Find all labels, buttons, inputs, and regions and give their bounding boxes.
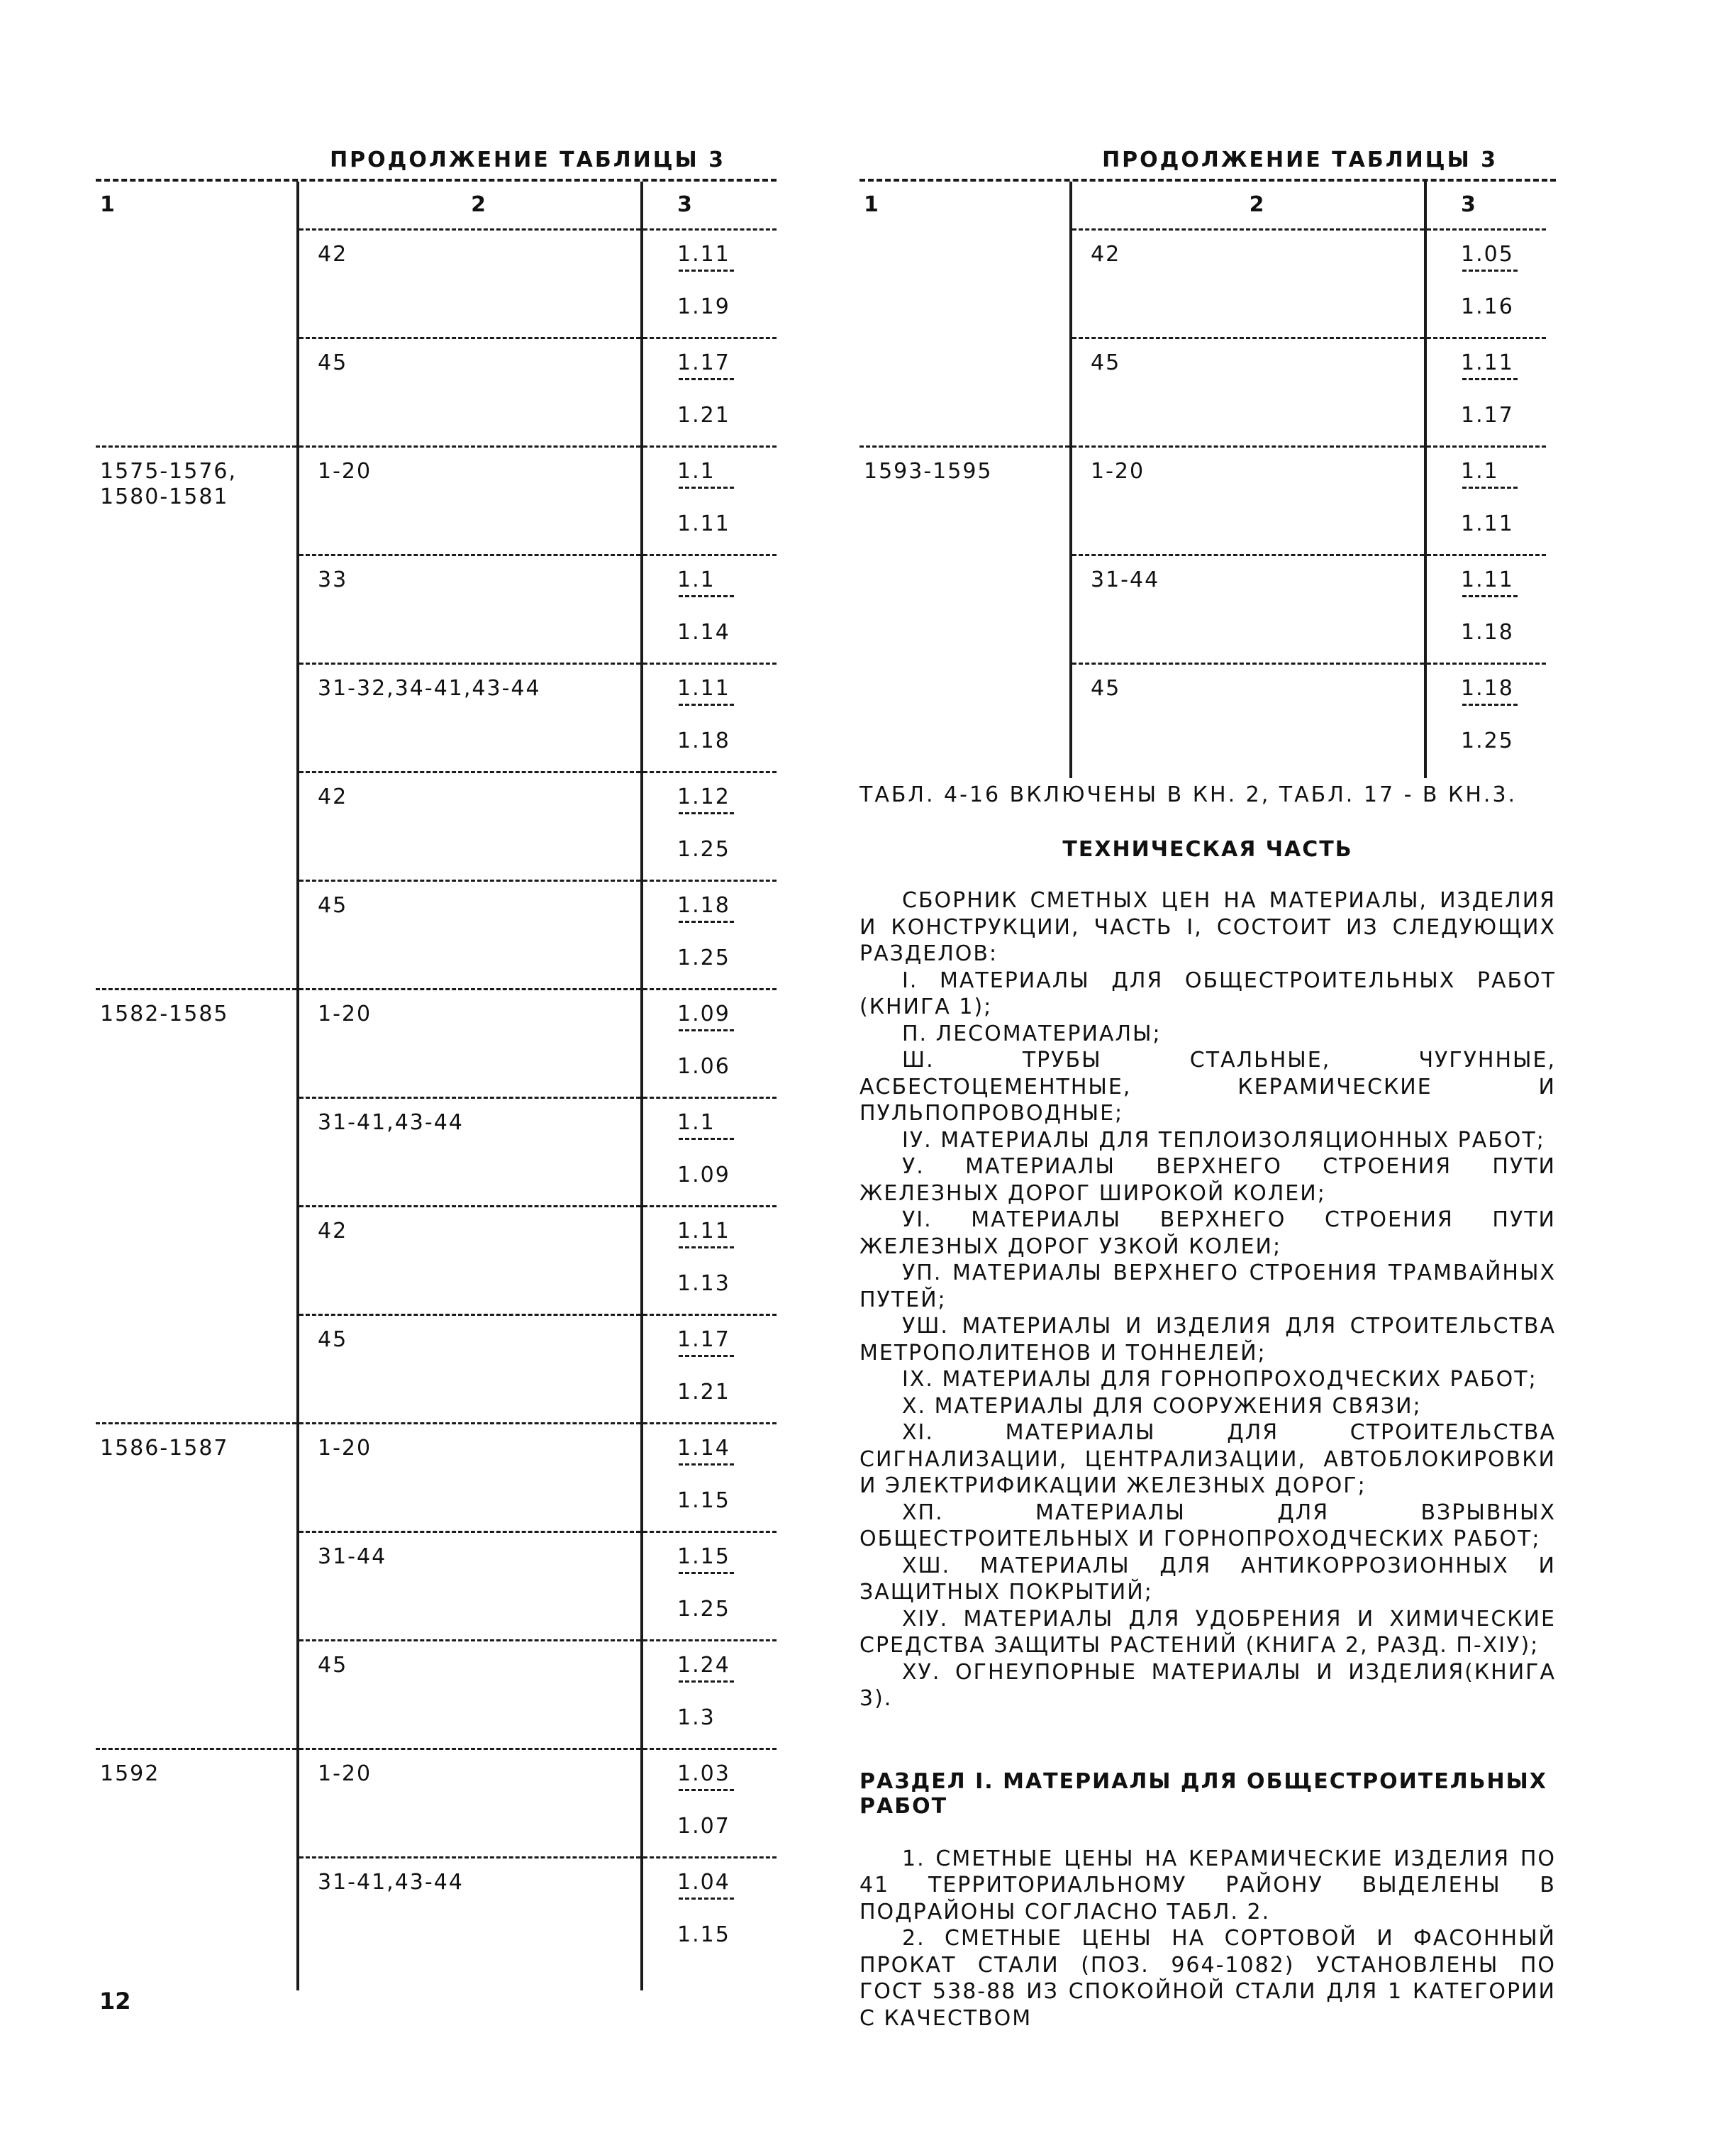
paragraph: XI. МАТЕРИАЛЫ ДЛЯ СТРОИТЕЛЬСТВА СИГНАЛИЗАЦИИ, ЦЕНТРАЛИЗАЦИИ, АВТОБЛОКИРОВКИ И ЭЛЕКТРИФИКАЦИИ ЖЕЛЕЗНЫХ ДОРОГ; xyxy=(859,1420,1556,1498)
coefficient-fraction xyxy=(677,1870,734,1949)
table-header-row xyxy=(859,182,1546,230)
region-cell xyxy=(298,990,642,1098)
region-range: 33 xyxy=(318,567,348,592)
tables-note: ТАБЛ. 4-16 ВКЛЮЧЕНЫ В КН. 2, ТАБЛ. 17 - В КН.3. xyxy=(859,782,1518,807)
table-row xyxy=(96,990,777,1098)
position-range xyxy=(100,1858,296,1869)
region-cell xyxy=(1071,555,1425,664)
coefficient-fraction xyxy=(1461,459,1518,538)
coefficient-numerator: 1.1 xyxy=(677,567,716,592)
right-table-body xyxy=(859,182,1546,778)
fraction-bar xyxy=(679,1246,734,1248)
coefficient-cell xyxy=(642,1424,777,1532)
coefficient-cell xyxy=(1425,230,1546,338)
region-range: 42 xyxy=(318,785,348,809)
group-cell xyxy=(859,555,1071,664)
coefficient-fraction xyxy=(1461,242,1518,321)
table-row xyxy=(96,1858,777,1966)
table-tail-row xyxy=(859,771,1546,778)
coefficient-cell xyxy=(642,447,777,555)
coefficient-cell xyxy=(642,1098,777,1207)
page-number: 12 xyxy=(99,1988,131,2015)
group-cell xyxy=(96,1315,298,1424)
coefficient-denominator: 1.25 xyxy=(677,837,730,862)
table-row xyxy=(859,230,1546,338)
position-range: 1575-1576, 1580-1581 xyxy=(100,459,238,509)
coefficient-fraction xyxy=(1461,350,1518,430)
coefficient-denominator: 1.16 xyxy=(1461,294,1514,319)
coefficient-fraction xyxy=(1461,676,1518,755)
fraction-bar xyxy=(679,704,734,706)
fraction-bar xyxy=(679,487,734,489)
position-range: 1592 xyxy=(100,1761,160,1786)
technical-part-heading: ТЕХНИЧЕСКАЯ ЧАСТЬ xyxy=(1062,837,1353,862)
group-cell xyxy=(96,664,298,772)
left-column xyxy=(96,142,777,1990)
table-row xyxy=(96,230,777,338)
region-cell xyxy=(298,230,642,338)
position-range xyxy=(864,338,1069,350)
coefficient-denominator: 1.15 xyxy=(677,1488,730,1513)
table-row xyxy=(96,1641,777,1749)
region-cell xyxy=(298,338,642,447)
group-cell xyxy=(859,230,1071,338)
left-table xyxy=(96,182,777,1990)
region-range: 1-20 xyxy=(318,1002,372,1026)
region-range: 42 xyxy=(318,242,348,267)
technical-part-text xyxy=(859,887,1556,1712)
header-col-2: 2 xyxy=(1071,182,1425,230)
right-column xyxy=(859,142,1556,2032)
table-row xyxy=(96,1749,777,1858)
coefficient-denominator: 1.17 xyxy=(1461,403,1514,428)
coefficient-denominator: 1.25 xyxy=(1461,729,1514,753)
header-col-2: 2 xyxy=(298,182,642,230)
coefficient-numerator: 1.18 xyxy=(677,893,730,918)
region-cell xyxy=(298,881,642,990)
region-cell xyxy=(1071,338,1425,447)
position-range: 1586-1587 xyxy=(100,1436,229,1461)
coefficient-cell xyxy=(1425,447,1546,555)
coefficient-cell xyxy=(642,990,777,1098)
fraction-bar xyxy=(679,1463,734,1466)
coefficient-denominator: 1.21 xyxy=(677,1380,730,1405)
fraction-bar xyxy=(1462,595,1518,597)
coefficient-fraction xyxy=(677,350,734,430)
fraction-bar xyxy=(1462,704,1518,706)
region-cell xyxy=(298,1532,642,1641)
region-cell xyxy=(298,1424,642,1532)
paragraph: Ш. ТРУБЫ СТАЛЬНЫЕ, ЧУГУННЫЕ, АСБЕСТОЦЕМЕНТНЫЕ, КЕРАМИЧЕСКИЕ И ПУЛЬПОПРОВОДНЫЕ; xyxy=(859,1048,1556,1126)
group-cell xyxy=(96,990,298,1098)
fraction-bar xyxy=(679,1572,734,1574)
coefficient-denominator: 1.15 xyxy=(677,1922,730,1947)
coefficient-denominator: 1.19 xyxy=(677,294,730,319)
group-cell xyxy=(96,772,298,881)
coefficient-fraction xyxy=(1461,567,1518,647)
right-table xyxy=(859,182,1546,778)
table-tail-row xyxy=(96,1965,777,1990)
group-cell xyxy=(96,230,298,338)
coefficient-fraction xyxy=(677,1436,734,1515)
region-range: 31-44 xyxy=(318,1544,387,1569)
position-range xyxy=(100,1641,296,1652)
paragraph: IУ. МАТЕРИАЛЫ ДЛЯ ТЕПЛОИЗОЛЯЦИОННЫХ РАБОТ; xyxy=(902,1127,1545,1153)
region-cell xyxy=(1071,664,1425,772)
paragraph: 2. СМЕТНЫЕ ЦЕНЫ НА СОРТОВОЙ И ФАСОННЫЙ ПРОКАТ СТАЛИ (ПОЗ. 964-1082) УСТАНОВЛЕНЫ ПО ГОСТ 538-88 ИЗ СПОКОЙНОЙ СТАЛИ ДЛЯ 1 КАТЕГОРИИ С КАЧЕСТВОМ xyxy=(859,1926,1556,2031)
group-cell xyxy=(859,338,1071,447)
section-text xyxy=(859,1846,1556,2032)
coefficient-cell xyxy=(1425,664,1546,772)
position-range xyxy=(100,664,296,675)
position-range xyxy=(864,230,1069,241)
group-cell xyxy=(859,447,1071,555)
coefficient-numerator: 1.05 xyxy=(1461,242,1514,267)
group-cell xyxy=(96,1641,298,1749)
coefficient-cell xyxy=(642,230,777,338)
fraction-bar xyxy=(679,812,734,814)
fraction-bar xyxy=(679,1138,734,1140)
table-row xyxy=(859,664,1546,772)
table-row xyxy=(96,555,777,664)
paragraph: XШ. МАТЕРИАЛЫ ДЛЯ АНТИКОРРОЗИОННЫХ И ЗАЩИТНЫХ ПОКРЫТИЙ; xyxy=(859,1553,1556,1605)
table-header-row xyxy=(96,182,777,230)
region-cell xyxy=(298,1098,642,1207)
region-range: 42 xyxy=(318,1219,348,1243)
coefficient-cell xyxy=(642,1749,777,1858)
coefficient-numerator: 1.24 xyxy=(677,1653,730,1678)
coefficient-fraction xyxy=(677,1110,734,1190)
group-cell xyxy=(96,1749,298,1858)
coefficient-fraction xyxy=(677,1219,734,1298)
coefficient-denominator: 1.14 xyxy=(677,620,730,645)
coefficient-denominator: 1.09 xyxy=(677,1163,730,1187)
paragraph: XУ. ОГНЕУПОРНЫЕ МАТЕРИАЛЫ И ИЗДЕЛИЯ(КНИГА 3). xyxy=(859,1659,1556,1711)
header-col-3: 3 xyxy=(1425,182,1546,230)
coefficient-fraction xyxy=(677,1653,734,1732)
fraction-bar xyxy=(679,921,734,923)
coefficient-denominator: 1.21 xyxy=(677,403,730,428)
region-range: 42 xyxy=(1091,242,1121,267)
coefficient-fraction xyxy=(677,1327,734,1407)
paragraph: П. ЛЕСОМАТЕРИАЛЫ; xyxy=(902,1021,1162,1046)
table-row xyxy=(96,664,777,772)
region-range: 45 xyxy=(318,350,348,375)
position-range xyxy=(100,338,296,350)
region-cell xyxy=(298,447,642,555)
position-range xyxy=(100,881,296,892)
position-range xyxy=(100,1098,296,1109)
position-range xyxy=(864,555,1069,567)
tail-cell xyxy=(298,1965,642,1990)
coefficient-cell xyxy=(642,555,777,664)
coefficient-cell xyxy=(1425,338,1546,447)
coefficient-denominator: 1.18 xyxy=(677,729,730,753)
coefficient-fraction xyxy=(677,459,734,538)
coefficient-cell xyxy=(642,664,777,772)
position-range xyxy=(864,664,1069,675)
region-range: 45 xyxy=(318,1653,348,1678)
position-range xyxy=(100,230,296,241)
position-range: 1593-1595 xyxy=(864,459,993,484)
group-cell xyxy=(96,1532,298,1641)
group-cell xyxy=(96,881,298,990)
paragraph: I. МАТЕРИАЛЫ ДЛЯ ОБЩЕСТРОИТЕЛЬНЫХ РАБОТ (КНИГА 1); xyxy=(859,968,1556,1019)
coefficient-cell xyxy=(1425,555,1546,664)
region-range: 45 xyxy=(318,893,348,918)
tail-cell xyxy=(1425,771,1546,778)
paragraph: УП. МАТЕРИАЛЫ ВЕРХНЕГО СТРОЕНИЯ ТРАМВАЙНЫХ ПУТЕЙ; xyxy=(859,1261,1556,1312)
position-range xyxy=(100,1315,296,1326)
coefficient-numerator: 1.11 xyxy=(1461,567,1514,592)
coefficient-denominator: 1.06 xyxy=(677,1054,730,1079)
paragraph: IX. МАТЕРИАЛЫ ДЛЯ ГОРНОПРОХОДЧЕСКИХ РАБОТ; xyxy=(902,1367,1537,1392)
coefficient-numerator: 1.1 xyxy=(677,459,716,484)
fraction-bar xyxy=(679,1898,734,1900)
coefficient-denominator: 1.07 xyxy=(677,1814,730,1839)
fraction-bar xyxy=(1462,270,1518,272)
group-cell xyxy=(96,338,298,447)
coefficient-numerator: 1.09 xyxy=(677,1002,730,1026)
coefficient-fraction xyxy=(677,676,734,755)
coefficient-numerator: 1.18 xyxy=(1461,676,1514,701)
group-cell xyxy=(96,1424,298,1532)
coefficient-numerator: 1.17 xyxy=(677,350,730,375)
group-cell xyxy=(96,447,298,555)
region-range: 1-20 xyxy=(318,1761,372,1786)
coefficient-cell xyxy=(642,881,777,990)
region-range: 1-20 xyxy=(1091,459,1145,484)
coefficient-cell xyxy=(642,772,777,881)
tail-cell xyxy=(642,1965,777,1990)
header-col-1: 1 xyxy=(864,192,880,217)
coefficient-fraction xyxy=(677,567,734,647)
region-cell xyxy=(298,772,642,881)
coefficient-denominator: 1.11 xyxy=(1461,511,1514,536)
region-range: 45 xyxy=(1091,350,1121,375)
table-row xyxy=(96,338,777,447)
table-row xyxy=(96,1207,777,1315)
paragraph: УШ. МАТЕРИАЛЫ И ИЗДЕЛИЯ ДЛЯ СТРОИТЕЛЬСТВА МЕТРОПОЛИТЕНОВ И ТОННЕЛЕЙ; xyxy=(859,1314,1556,1365)
paragraph: У. МАТЕРИАЛЫ ВЕРХНЕГО СТРОЕНИЯ ПУТИ ЖЕЛЕЗНЫХ ДОРОГ ШИРОКОЙ КОЛЕИ; xyxy=(859,1154,1556,1206)
position-range xyxy=(100,555,296,567)
coefficient-numerator: 1.12 xyxy=(677,785,730,809)
position-range xyxy=(100,1532,296,1544)
fraction-bar xyxy=(679,1680,734,1683)
coefficient-cell xyxy=(642,1858,777,1966)
coefficient-fraction xyxy=(677,785,734,864)
fraction-bar xyxy=(679,1029,734,1031)
coefficient-cell xyxy=(642,1315,777,1424)
region-cell xyxy=(298,664,642,772)
group-cell xyxy=(96,555,298,664)
coefficient-fraction xyxy=(677,1544,734,1624)
tail-cell xyxy=(1071,771,1425,778)
table-row xyxy=(96,1315,777,1424)
paragraph: 1. СМЕТНЫЕ ЦЕНЫ НА КЕРАМИЧЕСКИЕ ИЗДЕЛИЯ ПО 41 ТЕРРИТОРИАЛЬНОМУ РАЙОНУ ВЫДЕЛЕНЫ В ПОДРАЙОНЫ СОГЛАСНО ТАБЛ. 2. xyxy=(859,1846,1556,1924)
coefficient-denominator: 1.3 xyxy=(677,1705,716,1730)
paragraph: УI. МАТЕРИАЛЫ ВЕРХНЕГО СТРОЕНИЯ ПУТИ ЖЕЛЕЗНЫХ ДОРОГ УЗКОЙ КОЛЕИ; xyxy=(859,1207,1556,1259)
group-cell xyxy=(96,1858,298,1966)
coefficient-fraction xyxy=(677,1761,734,1841)
coefficient-numerator: 1.11 xyxy=(677,242,730,267)
coefficient-fraction xyxy=(677,893,734,973)
tail-cell xyxy=(859,771,1071,778)
region-cell xyxy=(298,1749,642,1858)
region-cell xyxy=(298,1858,642,1966)
paragraph: XП. МАТЕРИАЛЫ ДЛЯ ВЗРЫВНЫХ ОБЩЕСТРОИТЕЛЬНЫХ И ГОРНОПРОХОДЧЕСКИХ РАБОТ; xyxy=(859,1500,1556,1551)
fraction-bar xyxy=(679,1355,734,1357)
group-cell xyxy=(859,664,1071,772)
region-range: 45 xyxy=(318,1327,348,1352)
section-heading: РАЗДЕЛ I. МАТЕРИАЛЫ ДЛЯ ОБЩЕСТРОИТЕЛЬНЫХ РАБОТ xyxy=(859,1768,1547,1819)
fraction-bar xyxy=(679,270,734,272)
coefficient-numerator: 1.11 xyxy=(677,676,730,701)
region-cell xyxy=(1071,230,1425,338)
fraction-bar xyxy=(679,595,734,597)
coefficient-cell xyxy=(642,1532,777,1641)
coefficient-numerator: 1.17 xyxy=(677,1327,730,1352)
coefficient-fraction xyxy=(677,1002,734,1081)
table-row xyxy=(859,447,1546,555)
table-row xyxy=(96,881,777,990)
paragraph: X. МАТЕРИАЛЫ ДЛЯ СООРУЖЕНИЯ СВЯЗИ; xyxy=(902,1393,1422,1419)
coefficient-denominator: 1.25 xyxy=(677,946,730,970)
group-cell xyxy=(96,1207,298,1315)
region-cell xyxy=(298,1207,642,1315)
coefficient-denominator: 1.25 xyxy=(677,1597,730,1622)
fraction-bar xyxy=(1462,378,1518,380)
region-range: 31-44 xyxy=(1091,567,1160,592)
coefficient-numerator: 1.15 xyxy=(677,1544,730,1569)
coefficient-fraction xyxy=(677,242,734,321)
fraction-bar xyxy=(1462,487,1518,489)
coefficient-cell xyxy=(642,1641,777,1749)
region-range: 45 xyxy=(1091,676,1121,701)
tail-cell xyxy=(96,1965,298,1990)
position-range: 1582-1585 xyxy=(100,1002,229,1026)
coefficient-cell xyxy=(642,338,777,447)
group-cell xyxy=(96,1098,298,1207)
fraction-bar xyxy=(679,1789,734,1791)
coefficient-numerator: 1.1 xyxy=(1461,459,1499,484)
fraction-bar xyxy=(679,378,734,380)
coefficient-numerator: 1.1 xyxy=(677,1110,716,1135)
table-row xyxy=(96,447,777,555)
coefficient-numerator: 1.11 xyxy=(677,1219,730,1243)
table-row xyxy=(859,338,1546,447)
coefficient-numerator: 1.11 xyxy=(1461,350,1514,375)
table-caption: ПРОДОЛЖЕНИЕ ТАБЛИЦЫ 3 xyxy=(330,148,725,172)
position-range xyxy=(100,772,296,784)
coefficient-cell xyxy=(642,1207,777,1315)
header-col-1: 1 xyxy=(100,192,116,217)
coefficient-denominator: 1.11 xyxy=(677,511,730,536)
paragraph: XIУ. МАТЕРИАЛЫ ДЛЯ УДОБРЕНИЯ И ХИМИЧЕСКИЕ СРЕДСТВА ЗАЩИТЫ РАСТЕНИЙ (КНИГА 2, РАЗД. П-XIУ); xyxy=(859,1606,1556,1658)
region-range: 31-41,43-44 xyxy=(318,1870,464,1895)
table-row xyxy=(96,1098,777,1207)
table-row xyxy=(96,772,777,881)
region-range: 31-41,43-44 xyxy=(318,1110,464,1135)
coefficient-numerator: 1.03 xyxy=(677,1761,730,1786)
region-range: 1-20 xyxy=(318,1436,372,1461)
region-cell xyxy=(298,1641,642,1749)
coefficient-denominator: 1.18 xyxy=(1461,620,1514,645)
table-caption: ПРОДОЛЖЕНИЕ ТАБЛИЦЫ 3 xyxy=(1102,148,1498,172)
coefficient-numerator: 1.04 xyxy=(677,1870,730,1895)
left-table-body xyxy=(96,182,777,1990)
table-row xyxy=(96,1424,777,1532)
region-range: 1-20 xyxy=(318,459,372,484)
region-cell xyxy=(1071,447,1425,555)
coefficient-denominator: 1.13 xyxy=(677,1271,730,1296)
header-col-3: 3 xyxy=(642,182,777,230)
region-cell xyxy=(298,555,642,664)
table-row xyxy=(859,555,1546,664)
position-range xyxy=(100,1207,296,1218)
region-range: 31-32,34-41,43-44 xyxy=(318,676,541,701)
table-row xyxy=(96,1532,777,1641)
coefficient-numerator: 1.14 xyxy=(677,1436,730,1461)
paragraph: СБОРНИК СМЕТНЫХ ЦЕН НА МАТЕРИАЛЫ, ИЗДЕЛИЯ И КОНСТРУКЦИИ, ЧАСТЬ I, СОСТОИТ ИЗ СЛЕДУЮЩИХ РАЗДЕЛОВ: xyxy=(859,888,1556,966)
region-cell xyxy=(298,1315,642,1424)
